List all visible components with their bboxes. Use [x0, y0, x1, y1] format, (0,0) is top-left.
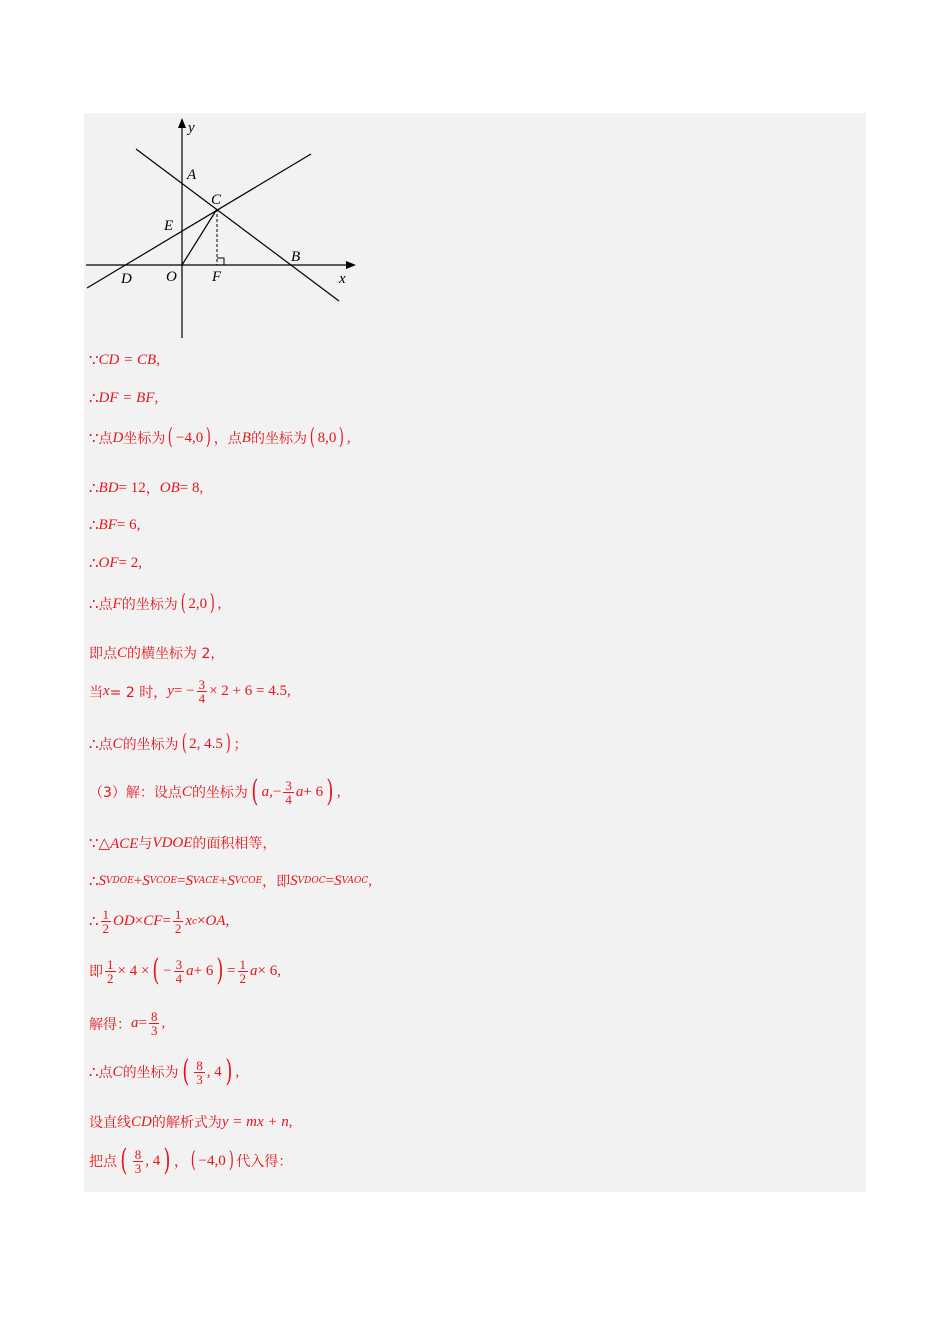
content-panel: [84, 113, 866, 1192]
line-5: ∴ BF = 6 ,: [89, 517, 141, 534]
line-10: ∴ 点 C 的坐标为 ( 2, 4.5 ) ；: [89, 731, 248, 756]
right-angle-mark: [217, 258, 224, 265]
line-6: ∴ OF = 2 ,: [89, 555, 143, 572]
line-9: 当 x = 2 时， y = − $\frac{3}{4}$ × 2 + 6 = 4.5 ,: [89, 677, 291, 706]
line-8: 即点 C 的横坐标为 2，: [89, 644, 225, 662]
label-y: y: [188, 120, 195, 136]
label-e: E: [164, 218, 174, 234]
line-19: 把点 ( $\frac{8}{3}$ , 4 ) ， ( −4,0 ) 代入得：: [89, 1143, 293, 1178]
line-18: 设直线 CD 的解析式为 y = mx + n ,: [89, 1113, 293, 1131]
line-17: ∴ 点 C 的坐标为 ( $\frac{8}{3}$ , 4 ) ,: [89, 1054, 240, 1089]
line-13: ∴ S VDOE + S VCOE = S VACE + S VCOE ，即 S VDOC = S VAOC ,: [89, 872, 373, 890]
label-f: F: [212, 269, 222, 285]
label-o: O: [166, 269, 177, 285]
label-x: x: [339, 271, 346, 287]
line-2: ∴ DF = BF ,: [89, 390, 159, 407]
line-15: 即 $\frac{1}{2}$ × 4 × ( − $\frac{3}{4}$ a + 6 ) = $\frac{1}{2}$ a × 6 ,: [89, 953, 281, 988]
label-d: D: [121, 271, 132, 287]
line-14: ∴ $\frac{1}{2}$ OD × CF = $\frac{1}{2}$ x c × OA ,: [89, 907, 230, 936]
line-7: ∴ 点 F 的坐标为 ( 2,0 ) ,: [89, 591, 222, 616]
y-axis-arrow: [178, 118, 186, 128]
line-1: ∵ CD = CB ,: [89, 352, 160, 369]
line-3: ∵ 点 D 坐标为 ( −4,0 ) ，点 B 的坐标为 ( 8,0 ) ,: [89, 425, 351, 450]
line-12: ∵ △ACE 与 VDOE 的面积相等，: [89, 834, 277, 852]
label-c: C: [211, 192, 222, 208]
line-11: （3）解：设点 C 的坐标为 ( a ,− $\frac{3}{4}$ a + 6 ) ,: [89, 774, 341, 809]
coordinate-figure: [84, 113, 374, 343]
line-16: 解得： a = $\frac{8}{3}$ ,: [89, 1009, 166, 1038]
label-b: B: [291, 249, 301, 265]
label-a: A: [187, 167, 197, 183]
line-dc: [87, 154, 311, 288]
x-axis-arrow: [346, 261, 356, 269]
line-4: ∴ BD = 12 ， OB = 8 ,: [89, 479, 204, 497]
fraction-3-4: $\frac{3}{4}$: [198, 677, 206, 706]
segment-oc: [182, 209, 217, 265]
